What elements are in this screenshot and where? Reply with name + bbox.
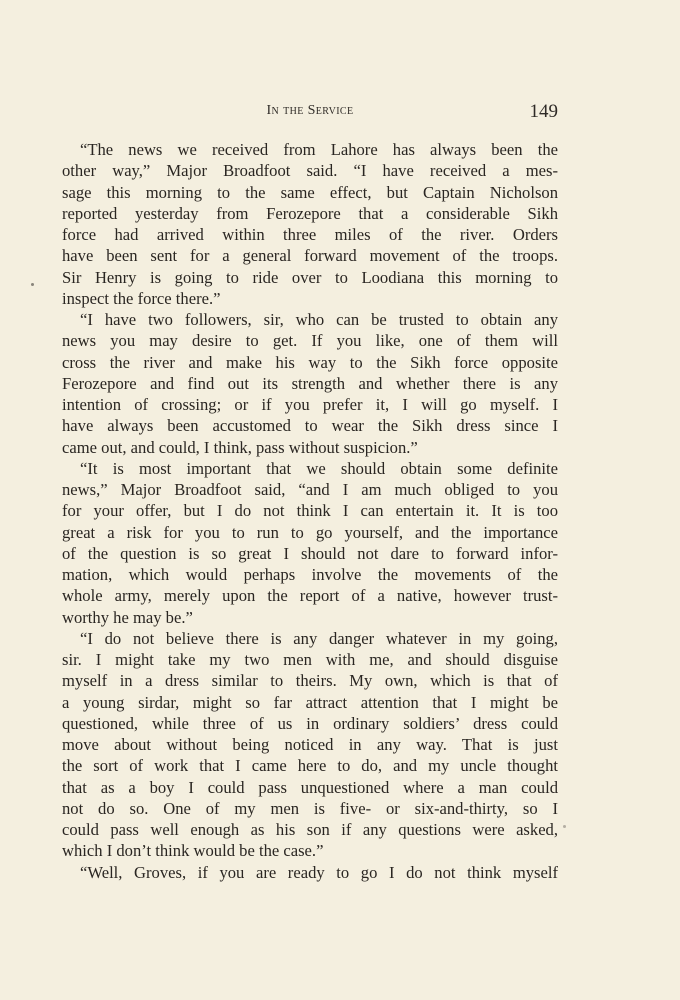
text-line: for your offer, but I do not think I can entertain it. It is too	[62, 501, 558, 521]
text-line: news,” Major Broadfoot said, “and I am much obliged to you	[62, 480, 558, 499]
text-line: inspect the force there.”	[62, 288, 221, 308]
text-line: “I do not believe there is any danger whatever in my going,	[80, 628, 558, 648]
text-line: force had arrived within three miles of the river. Orders	[62, 225, 558, 244]
text-line: sage this morning to the same effect, but Captain Nicholson	[62, 182, 558, 202]
running-head-title: In the Service	[266, 103, 354, 118]
text-line: have been sent for a general forward movement of the troops.	[62, 246, 558, 266]
text-line: Sir Henry is going to ride over to Loodiana this morning to	[62, 267, 558, 287]
text-line: intention of crossing; or if you prefer it, I will go myself. I	[62, 395, 558, 414]
text-line: came out, and could, I think, pass without suspicion.”	[62, 437, 418, 457]
text-line: questioned, while three of us in ordinary soldiers’ dress could	[62, 713, 558, 733]
text-line: not do so. One of my men is five- or six-and-thirty, so I	[62, 798, 558, 818]
text-line: “I have two followers, sir, who can be trusted to obtain any	[80, 310, 558, 329]
text-line: sir. I might take my two men with me, and should disguise	[62, 650, 558, 669]
text-line: have always been accustomed to wear the Sikh dress since I	[62, 416, 558, 436]
text-line: myself in a dress similar to theirs. My own, which is that of	[62, 671, 558, 691]
paper-speck	[31, 283, 34, 286]
text-line: Ferozepore and find out its strength and whether there is any	[62, 373, 558, 393]
text-line: move about without being noticed in any way. That is just	[62, 735, 558, 754]
text-line: great a risk for you to run to go yourself, and the importance	[62, 522, 558, 542]
text-line: reported yesterday from Ferozepore that a considerable Sikh	[62, 203, 558, 223]
page-number: 149	[529, 101, 558, 122]
text-line: of the question is so great I should not dare to forward infor-	[62, 543, 558, 563]
text-line: news you may desire to get. If you like, one of them will	[62, 331, 558, 351]
text-line: other way,” Major Broadfoot said. “I have received a mes-	[62, 161, 558, 181]
text-line: which I don’t think would be the case.”	[62, 841, 324, 861]
text-line: “It is most important that we should obtain some definite	[80, 458, 558, 478]
text-line: worthy he may be.”	[62, 607, 193, 627]
text-line: a young sirdar, might so far attract attention that I might be	[62, 692, 558, 712]
body-text	[62, 139, 558, 883]
text-line: mation, which would perhaps involve the movements of the	[62, 565, 558, 584]
paper-speck	[563, 825, 566, 828]
text-line: whole army, merely upon the report of a native, however trust-	[62, 586, 558, 606]
text-line: could pass well enough as his son if any questions were asked,	[62, 820, 558, 839]
text-line: “The news we received from Lahore has always been the	[80, 140, 558, 159]
running-head	[62, 103, 558, 125]
text-line: cross the river and make his way to the Sikh force opposite	[62, 352, 558, 372]
text-line: the sort of work that I came here to do, and my uncle thought	[62, 756, 558, 776]
text-line: that as a boy I could pass unquestioned where a man could	[62, 777, 558, 797]
text-line: “Well, Groves, if you are ready to go I do not think myself	[80, 862, 558, 882]
